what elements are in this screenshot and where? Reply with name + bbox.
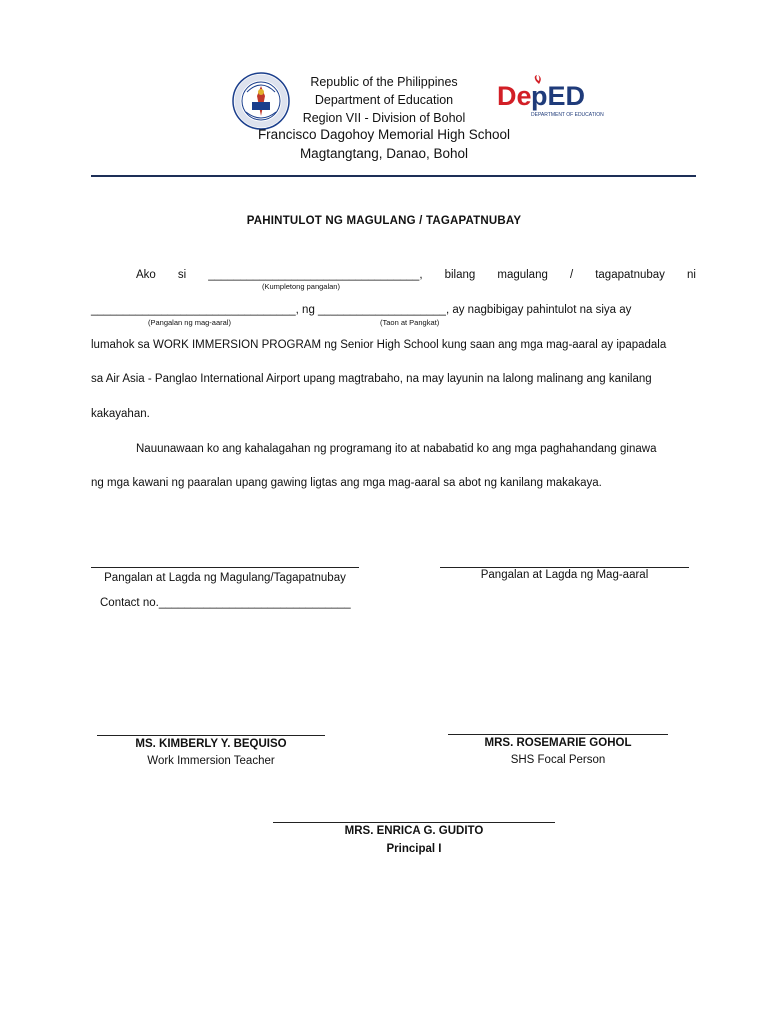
text-tagapatnubay: tagapatnubay [595, 269, 665, 281]
header-line-republic: Republic of the Philippines [310, 75, 458, 89]
header-school-address: Magtangtang, Danao, Bohol [299, 146, 469, 161]
signature-line-parent [91, 567, 359, 568]
text-slash: / [569, 269, 574, 281]
signature-line-principal [273, 822, 555, 823]
focal-person-name: MRS. ROSEMARIE GOHOL [484, 737, 632, 749]
svg-text:pED: pED [531, 81, 585, 111]
caption-pangalan-mag-aaral: (Pangalan ng mag-aaral) [148, 318, 231, 327]
deped-logo [497, 75, 604, 119]
document-title: PAHINTULOT NG MAGULANG / TAGAPATNUBAY [246, 215, 522, 227]
paragraph-line-5: kakayahan. [91, 408, 150, 420]
label-parent-signature: Pangalan at Lagda ng Magulang/Tagapatnubay [104, 572, 346, 584]
paragraph-line-1 [136, 266, 696, 284]
signature-line-focal-person [448, 734, 668, 735]
header-school-name: Francisco Dagohoy Memorial High School [257, 127, 511, 142]
paragraph-line-4: sa Air Asia - Panglao International Airport upang magtrabaho, na may layunin na lalong malinang ang kanilang [91, 373, 652, 385]
teacher-name: MS. KIMBERLY Y. BEQUISO [135, 738, 287, 750]
paragraph-line-3: lumahok sa WORK IMMERSION PROGRAM ng Senior High School kung saan ang mga mag-aaral ay ipapadala [91, 339, 667, 351]
blank-parent-name: _________________________________, [208, 269, 423, 281]
text-ako: Ako [136, 269, 156, 281]
svg-text:DEPARTMENT OF EDUCATION: DEPARTMENT OF EDUCATION [531, 112, 604, 118]
svg-text:De: De [497, 81, 532, 111]
header-line-region: Region VII - Division of Bohol [302, 111, 466, 125]
text-bilang: bilang [444, 269, 476, 281]
signature-line-student [440, 567, 689, 568]
text-si: si [177, 269, 187, 281]
header-divider [91, 175, 696, 177]
label-student-signature: Pangalan at Lagda ng Mag-aaral [480, 569, 649, 581]
paragraph-line-2: ________________________________, ng ____________________, ay nagbibigay pahintulot na siya ay [91, 304, 632, 316]
teacher-role: Work Immersion Teacher [147, 755, 275, 767]
signature-line-teacher [97, 735, 325, 736]
paragraph-line-7: ng mga kawani ng paaralan upang gawing ligtas ang mga mag-aaral sa abot ng kanilang makakaya. [91, 477, 602, 489]
header-line-department: Department of Education [314, 93, 454, 107]
caption-kumpletong-pangalan: (Kumpletong pangalan) [262, 282, 340, 291]
principal-name: MRS. ENRICA G. GUDITO [344, 825, 484, 837]
focal-person-role: SHS Focal Person [510, 754, 606, 766]
paragraph-line-6: Nauunawaan ko ang kahalagahan ng programang ito at nababatid ko ang mga paghahandang ginawa [136, 443, 657, 455]
text-magulang: magulang [497, 269, 548, 281]
label-contact-number: Contact no.______________________________ [100, 597, 351, 609]
principal-role: Principal I [386, 843, 442, 855]
text-ni: ni [686, 269, 696, 281]
caption-taon-pangkat: (Taon at Pangkat) [380, 318, 440, 327]
